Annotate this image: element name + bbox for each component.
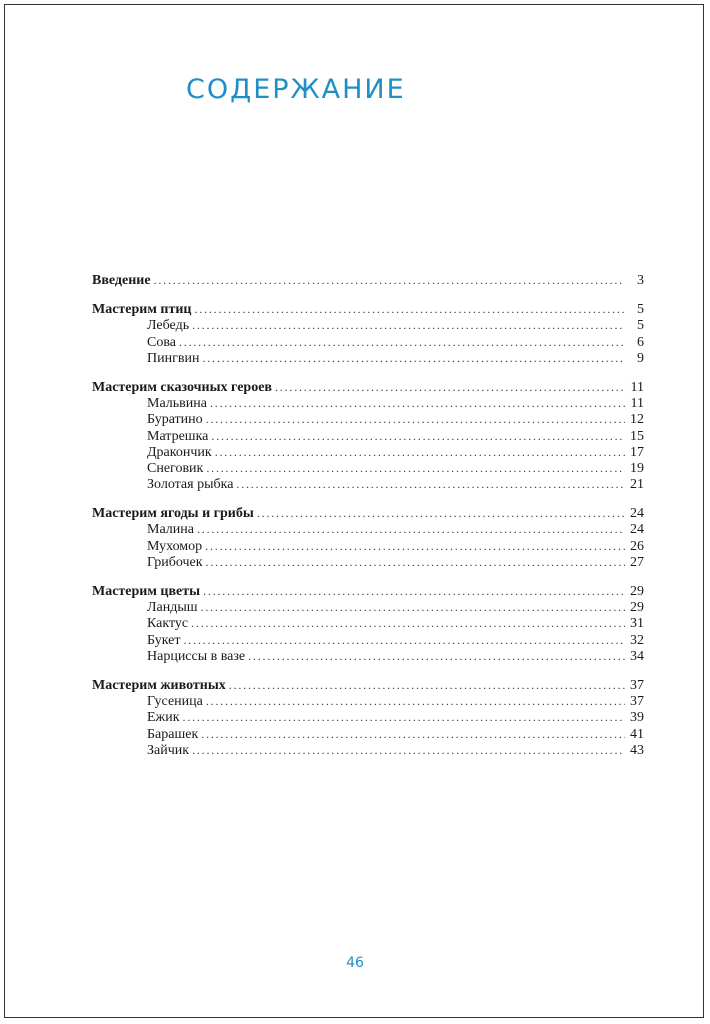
toc-chapter-label: Введение xyxy=(92,273,151,288)
toc-item-label: Пингвин xyxy=(147,350,200,366)
toc-page-number: 24 xyxy=(630,522,644,538)
toc-dot-leader xyxy=(206,693,625,709)
toc-item-entry[interactable] xyxy=(92,411,644,427)
toc-chapter-entry[interactable] xyxy=(92,677,644,693)
toc-page-number: 31 xyxy=(630,616,644,632)
toc-item-entry[interactable] xyxy=(92,428,644,444)
toc-item-entry[interactable] xyxy=(92,554,644,570)
toc-section xyxy=(92,272,644,288)
toc-item-label: Снеговик xyxy=(147,460,204,476)
toc-item-label: Матрешка xyxy=(147,428,209,444)
toc-item-label: Грибочек xyxy=(147,554,203,570)
toc-page-number: 3 xyxy=(637,273,644,288)
toc-item-label: Ландыш xyxy=(147,600,198,616)
toc-dot-leader xyxy=(205,538,625,554)
toc-page-number: 29 xyxy=(630,584,644,599)
toc-dot-leader xyxy=(206,411,625,427)
toc-item-label: Букет xyxy=(147,632,181,648)
toc-section xyxy=(92,677,644,758)
toc-dot-leader xyxy=(183,632,625,648)
toc-item-entry[interactable] xyxy=(92,742,644,758)
toc-dot-leader xyxy=(206,460,625,476)
toc-page-number: 11 xyxy=(630,396,644,412)
toc-item-label: Мальвина xyxy=(147,396,207,412)
toc-section xyxy=(92,301,644,366)
toc-dot-leader xyxy=(206,554,625,570)
toc-dot-leader xyxy=(236,476,625,492)
toc-item-entry[interactable] xyxy=(92,350,644,366)
toc-dot-leader xyxy=(211,428,625,444)
toc-dot-leader xyxy=(192,317,625,333)
toc-dot-leader xyxy=(257,505,625,521)
toc-page-number: 41 xyxy=(630,726,644,742)
toc-page-number: 29 xyxy=(630,600,644,616)
toc-item-label: Мухомор xyxy=(147,538,203,554)
toc-chapter-label: Мастерим цветы xyxy=(92,584,201,599)
toc-page-number: 43 xyxy=(630,742,644,758)
toc-dot-leader xyxy=(201,599,625,615)
toc-page-number: 5 xyxy=(637,318,644,334)
toc-dot-leader xyxy=(210,395,625,411)
toc-page-number: 12 xyxy=(630,412,644,428)
toc-page-number: 37 xyxy=(630,677,644,693)
toc-chapter-entry[interactable] xyxy=(92,583,644,599)
toc-item-entry[interactable] xyxy=(92,632,644,648)
toc-item-entry[interactable] xyxy=(92,615,644,631)
toc-item-label: Ежик xyxy=(147,710,180,726)
toc-page-number: 26 xyxy=(630,538,644,554)
toc-item-label: Дракончик xyxy=(147,444,212,460)
toc-dot-leader xyxy=(192,742,625,758)
toc-section xyxy=(92,379,644,492)
toc-page-number: 6 xyxy=(637,334,644,350)
table-of-contents xyxy=(92,272,644,771)
toc-chapter-entry[interactable] xyxy=(92,379,644,395)
toc-page-number: 9 xyxy=(637,350,644,366)
toc-item-label: Зайчик xyxy=(147,742,190,758)
toc-item-label: Кактус xyxy=(147,616,189,632)
toc-item-label: Сова xyxy=(147,334,176,350)
toc-chapter-label: Мастерим птиц xyxy=(92,302,192,318)
toc-dot-leader xyxy=(203,583,625,599)
toc-dot-leader xyxy=(154,272,625,288)
toc-chapter-label: Мастерим сказочных героев xyxy=(92,379,272,395)
toc-dot-leader xyxy=(191,615,625,631)
page-title: СОДЕРЖАНИЕ xyxy=(186,74,406,105)
toc-item-label: Гусеница xyxy=(147,694,203,710)
toc-item-entry[interactable] xyxy=(92,460,644,476)
toc-dot-leader xyxy=(215,444,625,460)
toc-page-number: 24 xyxy=(630,506,644,522)
toc-dot-leader xyxy=(183,709,625,725)
toc-chapter-entry[interactable] xyxy=(92,301,644,317)
toc-page-number: 15 xyxy=(630,428,644,444)
toc-page-number: 27 xyxy=(630,554,644,570)
toc-dot-leader xyxy=(201,726,625,742)
toc-item-entry[interactable] xyxy=(92,709,644,725)
toc-dot-leader xyxy=(197,521,625,537)
toc-item-label: Барашек xyxy=(147,726,199,742)
toc-item-entry[interactable] xyxy=(92,693,644,709)
toc-item-entry[interactable] xyxy=(92,395,644,411)
toc-item-label: Лебедь xyxy=(147,318,190,334)
toc-item-entry[interactable] xyxy=(92,317,644,333)
toc-page-number: 34 xyxy=(630,648,644,664)
toc-item-entry[interactable] xyxy=(92,521,644,537)
toc-item-entry[interactable] xyxy=(92,334,644,350)
toc-chapter-label: Мастерим ягоды и грибы xyxy=(92,506,254,522)
toc-chapter-entry[interactable] xyxy=(92,505,644,521)
toc-item-label: Буратино xyxy=(147,412,203,428)
toc-page-number: 39 xyxy=(630,710,644,726)
toc-section xyxy=(92,505,644,570)
page-number: 46 xyxy=(346,955,364,971)
toc-item-entry[interactable] xyxy=(92,538,644,554)
toc-dot-leader xyxy=(248,648,625,664)
toc-page-number: 32 xyxy=(630,632,644,648)
toc-item-entry[interactable] xyxy=(92,444,644,460)
toc-chapter-entry[interactable] xyxy=(92,272,644,288)
toc-item-entry[interactable] xyxy=(92,648,644,664)
toc-page-number: 21 xyxy=(630,477,644,493)
toc-dot-leader xyxy=(229,677,625,693)
toc-page-number: 11 xyxy=(630,379,644,395)
toc-page-number: 19 xyxy=(630,460,644,476)
toc-item-entry[interactable] xyxy=(92,726,644,742)
toc-section xyxy=(92,583,644,664)
toc-item-label: Нарциссы в вазе xyxy=(147,648,246,664)
toc-page-number: 5 xyxy=(637,302,644,318)
toc-item-entry[interactable] xyxy=(92,476,644,492)
toc-item-label: Золотая рыбка xyxy=(147,477,234,493)
toc-dot-leader xyxy=(194,301,625,317)
toc-page-number: 17 xyxy=(630,444,644,460)
toc-page-number: 37 xyxy=(630,694,644,710)
toc-chapter-label: Мастерим животных xyxy=(92,677,226,693)
toc-dot-leader xyxy=(275,379,625,395)
toc-item-label: Малина xyxy=(147,522,194,538)
toc-dot-leader xyxy=(202,350,625,366)
toc-item-entry[interactable] xyxy=(92,599,644,615)
toc-dot-leader xyxy=(179,334,625,350)
